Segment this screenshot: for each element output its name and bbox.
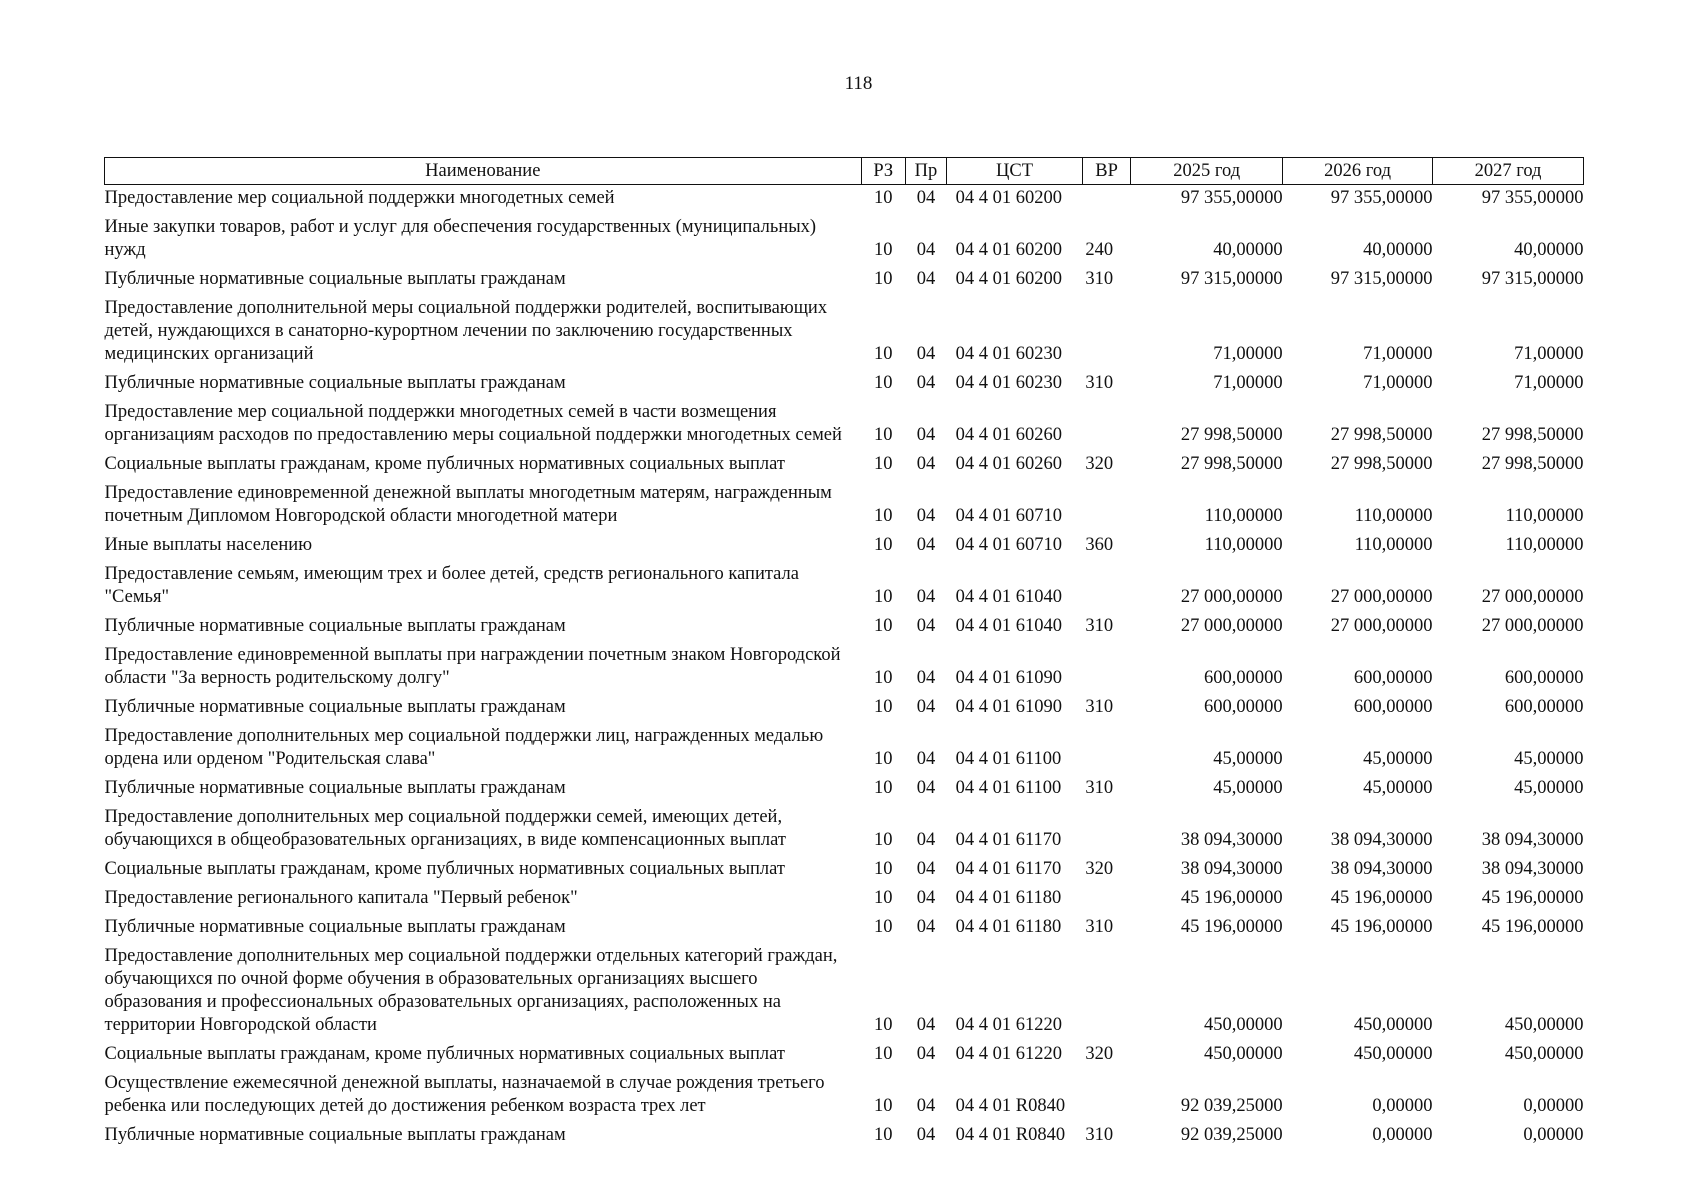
cell-pr: 04 bbox=[916, 1015, 936, 1035]
cell-2025: 71,00000 bbox=[1213, 344, 1283, 364]
cell-pr: 04 bbox=[916, 344, 936, 364]
cell-cst: 04 4 01 61180 bbox=[955, 888, 1062, 908]
cell-pr: 04 bbox=[916, 859, 936, 879]
cell-vr bbox=[1082, 945, 1130, 1043]
cell-vr: 310 bbox=[1085, 1125, 1114, 1145]
cell-rz: 10 bbox=[873, 373, 893, 393]
cell-2025: 40,00000 bbox=[1213, 240, 1283, 260]
cell-2026: 45 196,00000 bbox=[1330, 917, 1433, 937]
cell-cst: 04 4 01 60710 bbox=[955, 535, 1062, 555]
cell-vr: 310 bbox=[1085, 373, 1114, 393]
cell-vr: 360 bbox=[1085, 535, 1114, 555]
table-row bbox=[105, 725, 1584, 777]
cell-rz: 10 bbox=[873, 269, 893, 289]
cell-2027: 71,00000 bbox=[1514, 373, 1584, 393]
cell-2027: 45 196,00000 bbox=[1481, 888, 1584, 908]
cell-cst: 04 4 01 60200 bbox=[955, 188, 1062, 208]
cell-cst: 04 4 01 61090 bbox=[955, 668, 1062, 688]
cell-vr bbox=[1082, 401, 1130, 453]
cell-rz: 10 bbox=[873, 425, 893, 445]
cell-cst: 04 4 01 60200 bbox=[955, 240, 1062, 260]
cell-2027: 38 094,30000 bbox=[1481, 830, 1584, 850]
cell-pr: 04 bbox=[916, 749, 936, 769]
cell-2026: 0,00000 bbox=[1372, 1096, 1433, 1116]
cell-vr bbox=[1082, 887, 1130, 916]
cell-2025: 450,00000 bbox=[1204, 1015, 1283, 1035]
cell-name: Предоставление дополнительных мер социальной поддержки отдельных категорий граждан, обучающихся по очной форме обучения в образовательных организациях высшего образования и профессиональных образовательных организациях, расположенных на территории Новгородской области bbox=[104, 946, 838, 1035]
cell-2027: 0,00000 bbox=[1523, 1096, 1584, 1116]
cell-pr: 04 bbox=[916, 1044, 936, 1064]
cell-pr: 04 bbox=[916, 888, 936, 908]
cell-vr: 320 bbox=[1085, 859, 1114, 879]
cell-2026: 71,00000 bbox=[1363, 344, 1433, 364]
cell-2026: 45 196,00000 bbox=[1330, 888, 1433, 908]
cell-2027: 97 355,00000 bbox=[1481, 188, 1584, 208]
cell-cst: 04 4 01 60260 bbox=[955, 454, 1062, 474]
cell-2025: 45 196,00000 bbox=[1180, 917, 1283, 937]
cell-2025: 38 094,30000 bbox=[1180, 830, 1283, 850]
table-row bbox=[105, 216, 1584, 268]
cell-name: Иные выплаты населению bbox=[104, 535, 313, 555]
cell-cst: 04 4 01 R0840 bbox=[955, 1096, 1066, 1116]
cell-pr: 04 bbox=[916, 240, 936, 260]
cell-2026: 600,00000 bbox=[1353, 668, 1433, 688]
table-row bbox=[105, 945, 1584, 1043]
cell-cst: 04 4 01 61220 bbox=[955, 1044, 1062, 1064]
table-row bbox=[105, 887, 1584, 916]
table-body bbox=[105, 185, 1584, 1154]
cell-2025: 97 315,00000 bbox=[1180, 269, 1283, 289]
cell-rz: 10 bbox=[873, 917, 893, 937]
cell-pr: 04 bbox=[916, 373, 936, 393]
cell-pr: 04 bbox=[916, 506, 936, 526]
table-row bbox=[105, 644, 1584, 696]
cell-name: Иные закупки товаров, работ и услуг для обеспечения государственных (муниципальных) нужд bbox=[104, 217, 817, 260]
cell-cst: 04 4 01 60260 bbox=[955, 425, 1062, 445]
cell-name: Социальные выплаты гражданам, кроме публичных нормативных социальных выплат bbox=[104, 1044, 785, 1064]
cell-2027: 450,00000 bbox=[1504, 1015, 1584, 1035]
page-number: 118 bbox=[844, 73, 873, 94]
header-2027: 2027 год bbox=[1433, 158, 1584, 185]
cell-2026: 450,00000 bbox=[1353, 1044, 1433, 1064]
table-row bbox=[105, 482, 1584, 534]
cell-vr: 320 bbox=[1085, 454, 1114, 474]
cell-cst: 04 4 01 61180 bbox=[955, 917, 1062, 937]
table-row bbox=[105, 534, 1584, 563]
cell-name: Осуществление ежемесячной денежной выплаты, назначаемой в случае рождения третьего ребенка или последующих детей до достижения ребенком возраста трех лет bbox=[104, 1073, 825, 1116]
cell-name: Публичные нормативные социальные выплаты гражданам bbox=[104, 917, 566, 937]
cell-2027: 97 315,00000 bbox=[1481, 269, 1584, 289]
cell-pr: 04 bbox=[916, 425, 936, 445]
cell-vr: 240 bbox=[1085, 240, 1114, 260]
budget-table bbox=[104, 157, 1584, 1153]
header-name: Наименование bbox=[105, 158, 862, 185]
cell-pr: 04 bbox=[916, 188, 936, 208]
cell-2027: 27 998,50000 bbox=[1481, 425, 1584, 445]
cell-vr bbox=[1082, 185, 1130, 217]
cell-pr: 04 bbox=[916, 454, 936, 474]
cell-pr: 04 bbox=[916, 1125, 936, 1145]
cell-name: Публичные нормативные социальные выплаты гражданам bbox=[104, 373, 566, 393]
cell-2027: 600,00000 bbox=[1504, 668, 1584, 688]
cell-2027: 110,00000 bbox=[1505, 506, 1584, 526]
table-row bbox=[105, 401, 1584, 453]
cell-2026: 40,00000 bbox=[1363, 240, 1433, 260]
cell-2025: 450,00000 bbox=[1204, 1044, 1283, 1064]
cell-rz: 10 bbox=[873, 1125, 893, 1145]
cell-2025: 92 039,25000 bbox=[1180, 1096, 1283, 1116]
cell-vr bbox=[1082, 644, 1130, 696]
table-row bbox=[105, 615, 1584, 644]
cell-name: Предоставление дополнительных мер социальной поддержки семей, имеющих детей, обучающихся в общеобразовательных организациях, в виде компенсационных выплат bbox=[104, 807, 786, 850]
cell-cst: 04 4 01 61040 bbox=[955, 587, 1062, 607]
cell-2027: 27 000,00000 bbox=[1481, 616, 1584, 636]
cell-2026: 27 998,50000 bbox=[1330, 425, 1433, 445]
cell-rz: 10 bbox=[873, 778, 893, 798]
cell-2025: 45,00000 bbox=[1213, 778, 1283, 798]
cell-pr: 04 bbox=[916, 1096, 936, 1116]
header-rz: РЗ bbox=[861, 158, 905, 185]
cell-2027: 27 998,50000 bbox=[1481, 454, 1584, 474]
cell-pr: 04 bbox=[916, 616, 936, 636]
cell-name: Публичные нормативные социальные выплаты гражданам bbox=[104, 1125, 566, 1145]
cell-2027: 45,00000 bbox=[1514, 778, 1584, 798]
cell-rz: 10 bbox=[873, 506, 893, 526]
cell-rz: 10 bbox=[873, 344, 893, 364]
cell-rz: 10 bbox=[873, 535, 893, 555]
cell-name: Социальные выплаты гражданам, кроме публичных нормативных социальных выплат bbox=[104, 859, 785, 879]
cell-2026: 38 094,30000 bbox=[1330, 859, 1433, 879]
header-2025: 2025 год bbox=[1131, 158, 1283, 185]
cell-rz: 10 bbox=[873, 888, 893, 908]
header-cst: ЦСТ bbox=[947, 158, 1083, 185]
cell-2026: 27 000,00000 bbox=[1330, 587, 1433, 607]
cell-2027: 45,00000 bbox=[1514, 749, 1584, 769]
cell-pr: 04 bbox=[916, 269, 936, 289]
cell-cst: 04 4 01 61100 bbox=[955, 749, 1062, 769]
cell-name: Публичные нормативные социальные выплаты гражданам bbox=[104, 269, 566, 289]
cell-2026: 110,00000 bbox=[1354, 535, 1433, 555]
cell-name: Публичные нормативные социальные выплаты гражданам bbox=[104, 697, 566, 717]
cell-2025: 71,00000 bbox=[1213, 373, 1283, 393]
cell-2025: 600,00000 bbox=[1204, 668, 1283, 688]
table-row bbox=[105, 185, 1584, 217]
cell-vr bbox=[1082, 725, 1130, 777]
cell-rz: 10 bbox=[873, 240, 893, 260]
cell-vr bbox=[1082, 297, 1130, 372]
cell-pr: 04 bbox=[916, 535, 936, 555]
table-row bbox=[105, 453, 1584, 482]
cell-2026: 97 355,00000 bbox=[1330, 188, 1433, 208]
cell-pr: 04 bbox=[916, 668, 936, 688]
cell-vr: 310 bbox=[1085, 697, 1114, 717]
cell-2025: 600,00000 bbox=[1204, 697, 1283, 717]
cell-name: Предоставление мер социальной поддержки многодетных семей bbox=[104, 188, 615, 208]
cell-2027: 45 196,00000 bbox=[1481, 917, 1584, 937]
header-vr: ВР bbox=[1082, 158, 1130, 185]
cell-rz: 10 bbox=[873, 668, 893, 688]
cell-2026: 97 315,00000 bbox=[1330, 269, 1433, 289]
cell-rz: 10 bbox=[873, 697, 893, 717]
header-row bbox=[105, 158, 1584, 185]
table-row bbox=[105, 858, 1584, 887]
cell-name: Предоставление дополнительной меры социальной поддержки родителей, воспитывающих детей, нуждающихся в санаторно-курортном лечении по заключению государственных медицинских организаций bbox=[104, 298, 828, 364]
cell-rz: 10 bbox=[873, 749, 893, 769]
table-row bbox=[105, 1072, 1584, 1124]
cell-vr: 310 bbox=[1085, 269, 1114, 289]
cell-2026: 38 094,30000 bbox=[1330, 830, 1433, 850]
cell-cst: 04 4 01 61170 bbox=[955, 830, 1062, 850]
cell-rz: 10 bbox=[873, 188, 893, 208]
cell-2026: 450,00000 bbox=[1353, 1015, 1433, 1035]
cell-vr bbox=[1082, 482, 1130, 534]
cell-pr: 04 bbox=[916, 778, 936, 798]
cell-2027: 71,00000 bbox=[1514, 344, 1584, 364]
table-row bbox=[105, 916, 1584, 945]
cell-2027: 40,00000 bbox=[1514, 240, 1584, 260]
cell-2025: 97 355,00000 bbox=[1180, 188, 1283, 208]
cell-name: Социальные выплаты гражданам, кроме публичных нормативных социальных выплат bbox=[104, 454, 785, 474]
cell-name: Публичные нормативные социальные выплаты гражданам bbox=[104, 778, 566, 798]
cell-2027: 27 000,00000 bbox=[1481, 587, 1584, 607]
cell-vr: 310 bbox=[1085, 917, 1114, 937]
header-2026: 2026 год bbox=[1283, 158, 1433, 185]
cell-pr: 04 bbox=[916, 587, 936, 607]
cell-2025: 92 039,25000 bbox=[1180, 1125, 1283, 1145]
cell-2027: 600,00000 bbox=[1504, 697, 1584, 717]
cell-pr: 04 bbox=[916, 917, 936, 937]
cell-cst: 04 4 01 61040 bbox=[955, 616, 1062, 636]
cell-cst: 04 4 01 61100 bbox=[955, 778, 1062, 798]
cell-2027: 38 094,30000 bbox=[1481, 859, 1584, 879]
cell-name: Предоставление регионального капитала "Первый ребенок" bbox=[104, 888, 578, 908]
table-row bbox=[105, 696, 1584, 725]
cell-name: Предоставление единовременной денежной выплаты многодетным матерям, награжденным почетным Дипломом Новгородской области многодетной матери bbox=[104, 483, 832, 526]
cell-2025: 27 000,00000 bbox=[1180, 587, 1283, 607]
cell-name: Предоставление семьям, имеющим трех и более детей, средств регионального капитала "Семья" bbox=[104, 564, 799, 607]
cell-2027: 110,00000 bbox=[1505, 535, 1584, 555]
cell-cst: 04 4 01 60230 bbox=[955, 373, 1062, 393]
cell-2027: 0,00000 bbox=[1523, 1125, 1584, 1145]
table-row bbox=[105, 806, 1584, 858]
cell-rz: 10 bbox=[873, 830, 893, 850]
cell-rz: 10 bbox=[873, 616, 893, 636]
cell-2025: 110,00000 bbox=[1204, 535, 1283, 555]
cell-rz: 10 bbox=[873, 859, 893, 879]
table-row bbox=[105, 1124, 1584, 1153]
table-row bbox=[105, 297, 1584, 372]
cell-2026: 45,00000 bbox=[1363, 778, 1433, 798]
cell-vr: 310 bbox=[1085, 616, 1114, 636]
header-pr: Пр bbox=[905, 158, 946, 185]
cell-vr: 310 bbox=[1085, 778, 1114, 798]
cell-vr: 320 bbox=[1085, 1044, 1114, 1064]
cell-rz: 10 bbox=[873, 1015, 893, 1035]
table-row bbox=[105, 1043, 1584, 1072]
cell-rz: 10 bbox=[873, 1044, 893, 1064]
cell-cst: 04 4 01 61170 bbox=[955, 859, 1062, 879]
cell-name: Предоставление дополнительных мер социальной поддержки лиц, награжденных медалью ордена или орденом "Родительская слава" bbox=[104, 726, 824, 769]
cell-pr: 04 bbox=[916, 697, 936, 717]
cell-2026: 110,00000 bbox=[1354, 506, 1433, 526]
cell-2026: 27 000,00000 bbox=[1330, 616, 1433, 636]
cell-name: Публичные нормативные социальные выплаты гражданам bbox=[104, 616, 566, 636]
table-row bbox=[105, 777, 1584, 806]
cell-rz: 10 bbox=[873, 1096, 893, 1116]
cell-2026: 0,00000 bbox=[1372, 1125, 1433, 1145]
cell-cst: 04 4 01 60710 bbox=[955, 506, 1062, 526]
cell-rz: 10 bbox=[873, 454, 893, 474]
cell-2026: 600,00000 bbox=[1353, 697, 1433, 717]
cell-2027: 450,00000 bbox=[1504, 1044, 1584, 1064]
table-header bbox=[105, 158, 1584, 185]
cell-2025: 27 000,00000 bbox=[1180, 616, 1283, 636]
cell-name: Предоставление мер социальной поддержки многодетных семей в части возмещения организациям расходов по предоставлению меры социальной поддержки многодетных семей bbox=[104, 402, 842, 445]
table-row bbox=[105, 268, 1584, 297]
cell-pr: 04 bbox=[916, 830, 936, 850]
cell-2026: 71,00000 bbox=[1363, 373, 1433, 393]
cell-2025: 45,00000 bbox=[1213, 749, 1283, 769]
cell-2025: 45 196,00000 bbox=[1180, 888, 1283, 908]
cell-cst: 04 4 01 R0840 bbox=[955, 1125, 1066, 1145]
cell-2025: 27 998,50000 bbox=[1180, 425, 1283, 445]
table-row bbox=[105, 372, 1584, 401]
table-row bbox=[105, 563, 1584, 615]
cell-cst: 04 4 01 61220 bbox=[955, 1015, 1062, 1035]
cell-cst: 04 4 01 60230 bbox=[955, 344, 1062, 364]
cell-name: Предоставление единовременной выплаты при награждении почетным знаком Новгородской области "За верность родительскому долгу" bbox=[104, 645, 841, 688]
cell-vr bbox=[1082, 1072, 1130, 1124]
cell-2026: 27 998,50000 bbox=[1330, 454, 1433, 474]
cell-rz: 10 bbox=[873, 587, 893, 607]
cell-vr bbox=[1082, 563, 1130, 615]
cell-2025: 110,00000 bbox=[1204, 506, 1283, 526]
cell-2025: 38 094,30000 bbox=[1180, 859, 1283, 879]
cell-2026: 45,00000 bbox=[1363, 749, 1433, 769]
cell-2025: 27 998,50000 bbox=[1180, 454, 1283, 474]
cell-cst: 04 4 01 60200 bbox=[955, 269, 1062, 289]
cell-cst: 04 4 01 61090 bbox=[955, 697, 1062, 717]
cell-vr bbox=[1082, 806, 1130, 858]
